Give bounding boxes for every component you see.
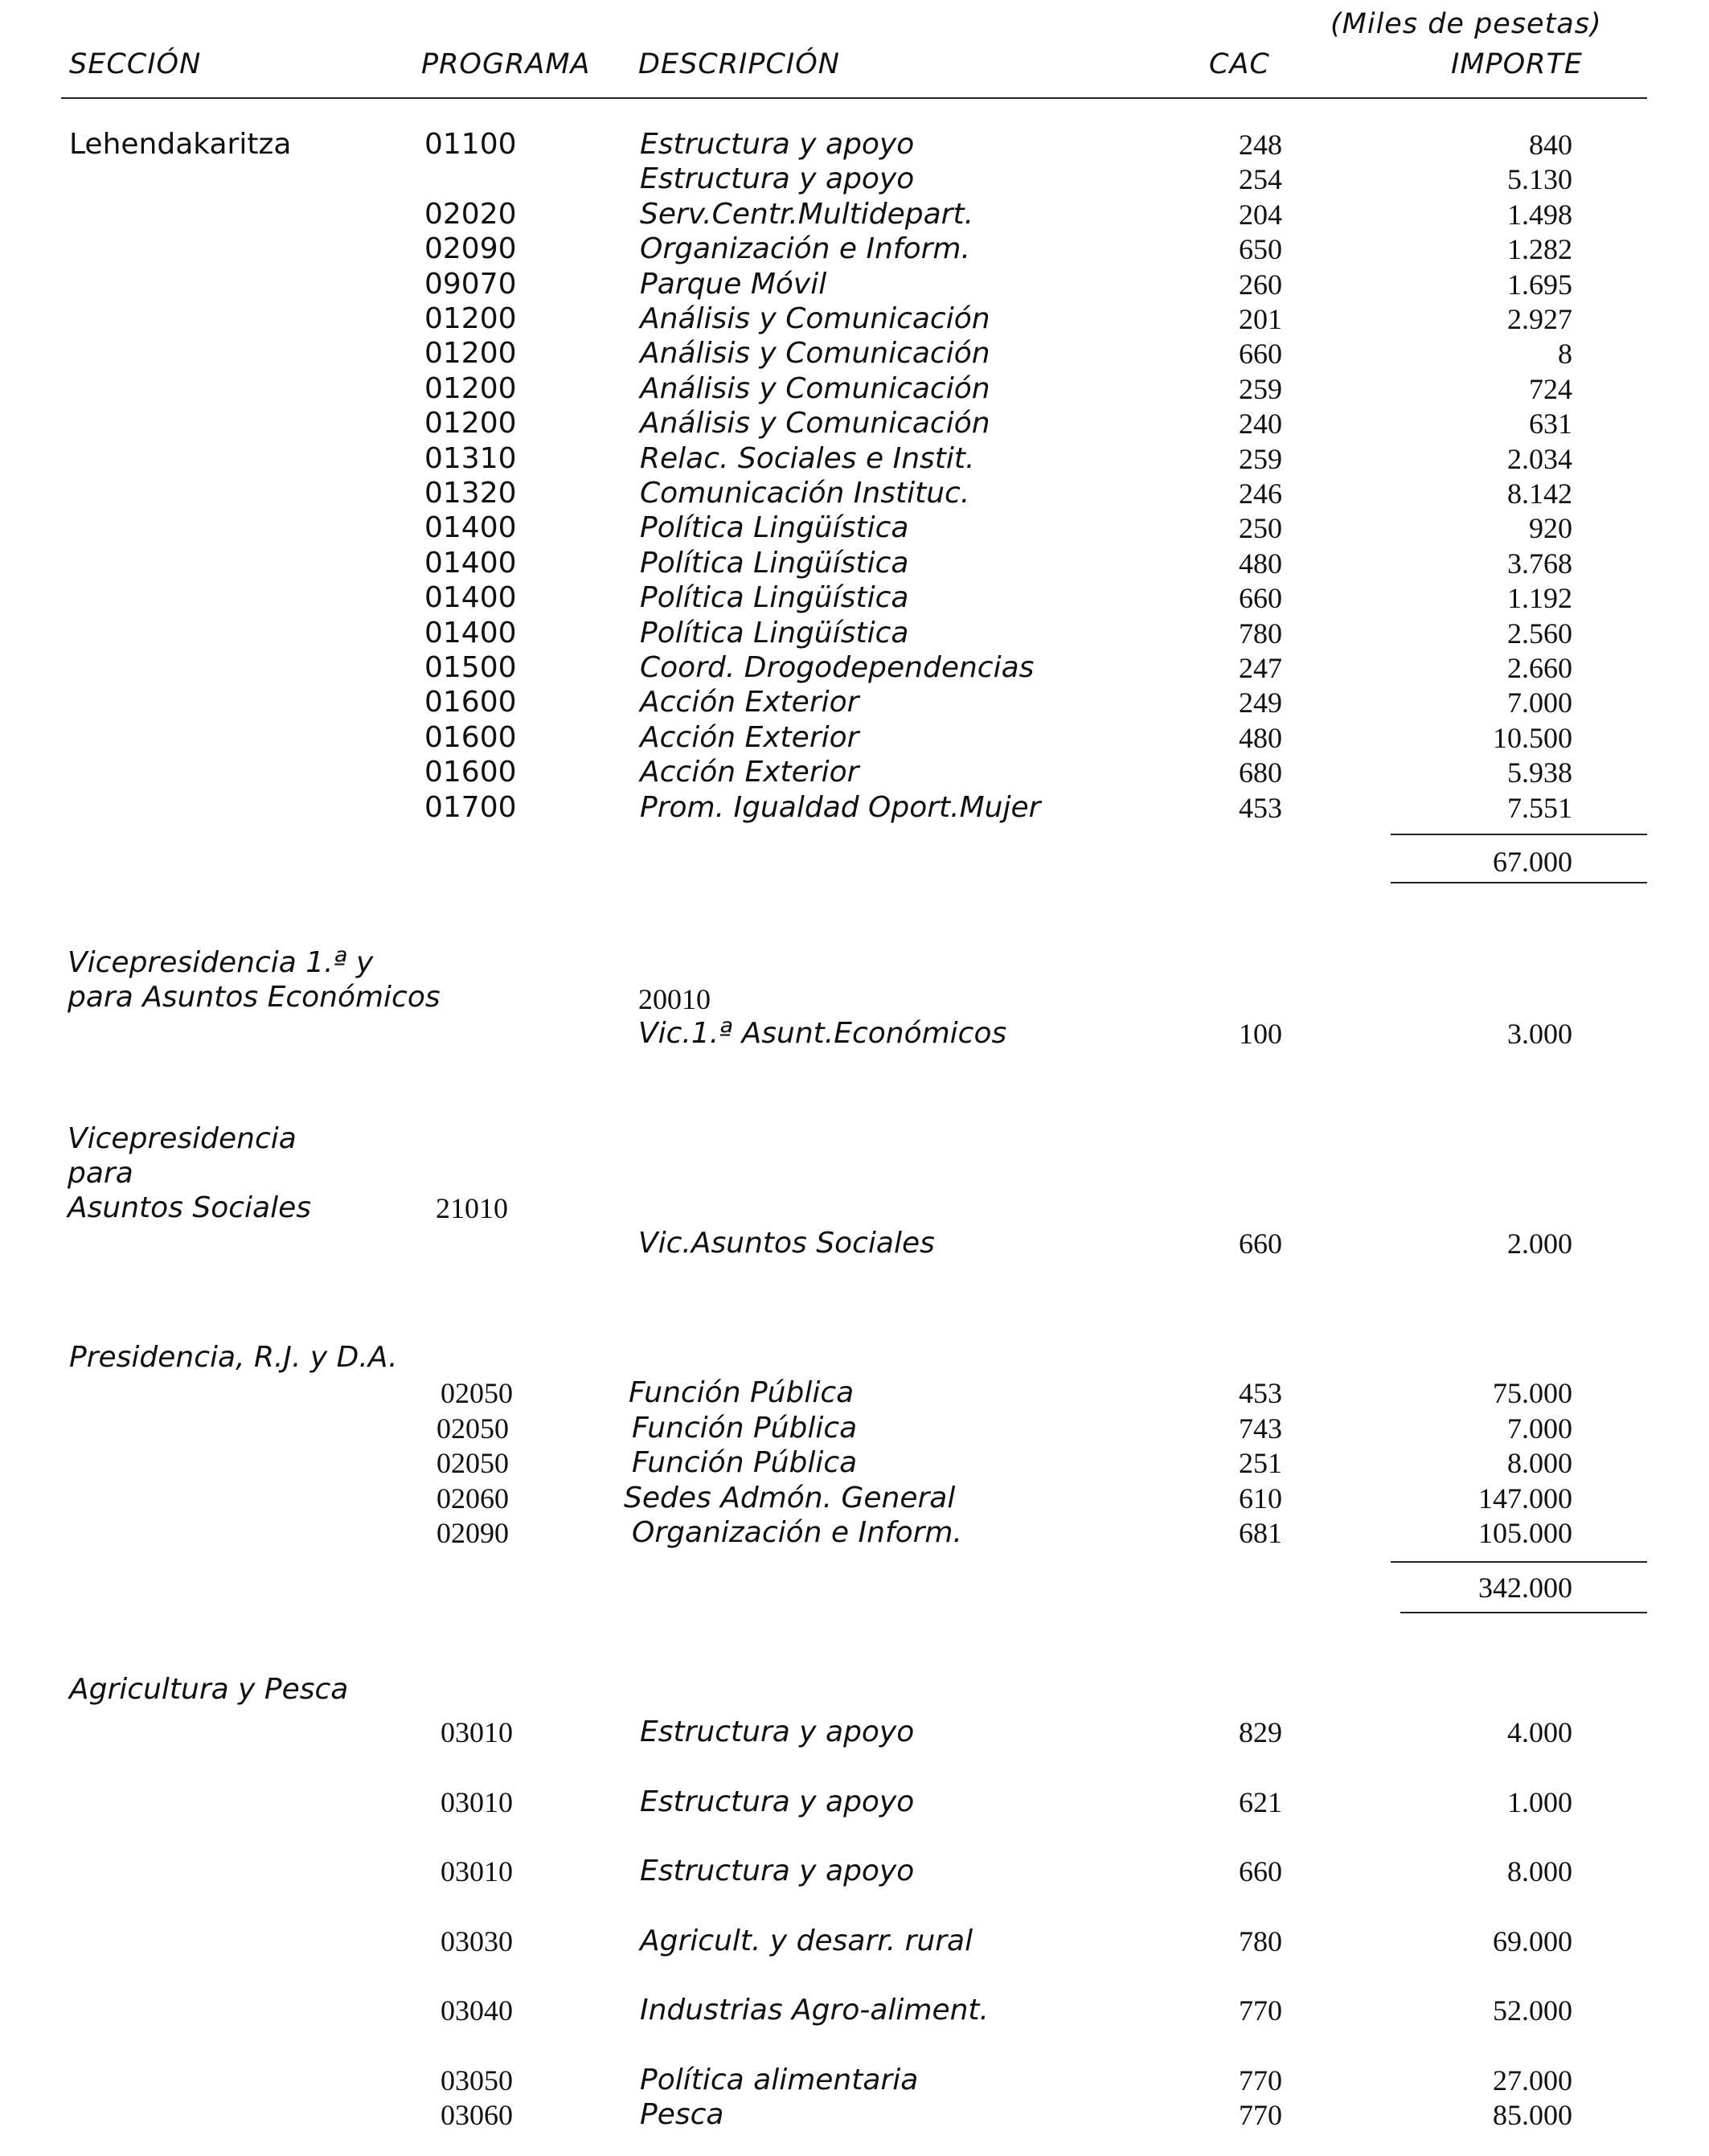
row-cac: 453: [1239, 792, 1282, 824]
row-descripcion: Política Lingüística: [640, 547, 909, 580]
row-descripcion: Parque Móvil: [640, 268, 827, 301]
row-importe: 631: [1529, 408, 1572, 440]
row-cac: 680: [1239, 756, 1282, 789]
row-importe: 724: [1529, 373, 1572, 405]
row-importe: 2.560: [1507, 617, 1572, 650]
row-descripcion: Coord. Drogodependencias: [640, 651, 1035, 684]
row-programa: 02050: [441, 1377, 513, 1409]
row-programa: 01200: [424, 337, 517, 370]
row-descripcion: Organización e Inform.: [640, 232, 970, 265]
row-cac: 453: [1239, 1377, 1282, 1409]
row-descripcion: Estructura y apoyo: [640, 128, 915, 161]
row-cac: 240: [1239, 408, 1282, 440]
row-programa: 01500: [424, 651, 517, 684]
row-programa: 03040: [441, 1994, 513, 2027]
vice1-programa: 20010: [638, 983, 711, 1015]
row-importe: 5.938: [1507, 756, 1572, 789]
vice-social-programa: 21010: [436, 1192, 508, 1224]
row-programa: 02050: [436, 1447, 509, 1479]
row-cac: 480: [1239, 722, 1282, 754]
row-descripcion: Análisis y Comunicación: [640, 302, 990, 335]
row-cac: 249: [1239, 687, 1282, 719]
row-programa: 01400: [424, 547, 517, 580]
row-programa: 01700: [424, 791, 517, 824]
row-importe: 1.000: [1507, 1786, 1572, 1818]
row-programa: 02090: [424, 232, 517, 265]
row-descripcion: Acción Exterior: [640, 756, 859, 789]
row-descripcion: Política alimentaria: [640, 2064, 919, 2097]
row-cac: 660: [1239, 1855, 1282, 1888]
row-importe: 85.000: [1493, 2099, 1572, 2131]
row-programa: 01310: [424, 442, 517, 475]
row-programa: 01400: [424, 617, 517, 650]
row-importe: 27.000: [1493, 2064, 1572, 2097]
header-seccion: SECCIÓN: [69, 48, 202, 80]
row-cac: 248: [1239, 129, 1282, 161]
row-importe: 7.551: [1507, 792, 1572, 824]
row-cac: 660: [1239, 338, 1282, 370]
row-cac: 780: [1239, 1925, 1282, 1957]
row-cac: 259: [1239, 443, 1282, 475]
row-descripcion: Análisis y Comunicación: [640, 337, 990, 370]
header-programa: PROGRAMA: [421, 48, 591, 80]
row-programa: 01320: [424, 477, 517, 510]
row-importe: 2.927: [1507, 303, 1572, 335]
header-importe: IMPORTE: [1451, 48, 1583, 80]
row-descripcion: Estructura y apoyo: [640, 1785, 915, 1818]
row-cac: 204: [1239, 199, 1282, 231]
row-programa: 03050: [441, 2064, 513, 2097]
vice-social-descripcion: Vic.Asuntos Sociales: [638, 1227, 935, 1260]
row-importe: 69.000: [1493, 1925, 1572, 1957]
section-vice-social-line2: para: [68, 1157, 133, 1190]
header-rule: [61, 97, 1647, 99]
row-importe: 7.000: [1507, 1412, 1572, 1445]
row-importe: 3.768: [1507, 547, 1572, 580]
row-importe: 1.282: [1507, 233, 1572, 265]
row-descripcion: Política Lingüística: [640, 511, 909, 544]
row-importe: 10.500: [1493, 722, 1572, 754]
row-descripcion: Análisis y Comunicación: [640, 407, 990, 440]
row-importe: 1.695: [1507, 268, 1572, 301]
vice-social-cac: 660: [1239, 1228, 1282, 1260]
row-importe: 8.000: [1507, 1855, 1572, 1888]
row-descripcion: Serv.Centr.Multidepart.: [640, 198, 974, 231]
row-importe: 105.000: [1478, 1517, 1572, 1549]
row-programa: 02050: [436, 1412, 509, 1445]
row-importe: 7.000: [1507, 687, 1572, 719]
row-importe: 920: [1529, 512, 1572, 544]
row-descripcion: Función Pública: [629, 1376, 854, 1409]
presidencia-total: 342.000: [1478, 1572, 1572, 1604]
row-cac: 780: [1239, 617, 1282, 650]
row-descripcion: Estructura y apoyo: [640, 1715, 915, 1748]
section-vice1-line1: Vicepresidencia 1.ª y: [68, 946, 374, 979]
row-descripcion: Sedes Admón. General: [624, 1482, 956, 1515]
row-programa: 03010: [441, 1855, 513, 1888]
row-descripcion: Función Pública: [632, 1412, 858, 1445]
row-importe: 52.000: [1493, 1994, 1572, 2027]
section-vice-social-line3: Asuntos Sociales: [68, 1191, 311, 1224]
row-cac: 770: [1239, 2099, 1282, 2131]
header-cac: CAC: [1209, 48, 1270, 80]
vice1-importe: 3.000: [1507, 1018, 1572, 1050]
row-importe: 147.000: [1478, 1482, 1572, 1515]
row-importe: 1.192: [1507, 582, 1572, 614]
row-importe: 840: [1529, 129, 1572, 161]
row-descripcion: Acción Exterior: [640, 686, 859, 719]
row-cac: 480: [1239, 547, 1282, 580]
row-programa: 03030: [441, 1925, 513, 1957]
row-programa: 03010: [441, 1716, 513, 1748]
row-descripcion: Pesca: [640, 2098, 724, 2131]
row-cac: 660: [1239, 582, 1282, 614]
row-descripcion: Industrias Agro-aliment.: [640, 1994, 989, 2027]
row-programa: 01600: [424, 756, 517, 789]
section-vice1-line2: para Asuntos Económicos: [68, 981, 441, 1014]
row-cac: 829: [1239, 1716, 1282, 1748]
row-programa: 01400: [424, 511, 517, 544]
row-programa: 02020: [424, 198, 517, 231]
lehendakaritza-subtotal-rule: [1391, 834, 1647, 835]
row-programa: 02090: [436, 1517, 509, 1549]
row-importe: 1.498: [1507, 199, 1572, 231]
row-programa: 01600: [424, 686, 517, 719]
row-descripcion: Acción Exterior: [640, 721, 859, 754]
header-descripcion: DESCRIPCIÓN: [638, 48, 840, 80]
vice-social-importe: 2.000: [1507, 1228, 1572, 1260]
presidencia-subtotal-rule: [1391, 1561, 1647, 1563]
row-importe: 5.130: [1507, 163, 1572, 195]
row-cac: 259: [1239, 373, 1282, 405]
row-descripcion: Función Pública: [632, 1446, 858, 1479]
section-agricultura: Agricultura y Pesca: [69, 1673, 349, 1706]
row-cac: 201: [1239, 303, 1282, 335]
row-programa: 09070: [424, 268, 517, 301]
row-programa: 01600: [424, 721, 517, 754]
row-importe: 2.660: [1507, 652, 1572, 684]
row-cac: 250: [1239, 512, 1282, 544]
row-cac: 254: [1239, 163, 1282, 195]
section-vice-social-line1: Vicepresidencia: [68, 1122, 297, 1155]
row-programa: 01200: [424, 407, 517, 440]
row-cac: 260: [1239, 268, 1282, 301]
row-cac: 247: [1239, 652, 1282, 684]
row-cac: 650: [1239, 233, 1282, 265]
section-lehendakaritza: Lehendakaritza: [69, 128, 292, 161]
section-presidencia: Presidencia, R.J. y D.A.: [69, 1341, 398, 1374]
row-programa: 02060: [436, 1482, 509, 1515]
row-cac: 246: [1239, 478, 1282, 510]
lehendakaritza-total-rule: [1391, 882, 1647, 883]
vice1-descripcion: Vic.1.ª Asunt.Económicos: [638, 1017, 1007, 1050]
row-descripcion: Política Lingüística: [640, 581, 909, 614]
units-note: (Miles de pesetas): [1330, 8, 1602, 40]
row-programa: 03060: [441, 2099, 513, 2131]
row-programa: 01100: [424, 128, 517, 161]
row-cac: 743: [1239, 1412, 1282, 1445]
row-importe: 8: [1558, 338, 1572, 370]
row-descripcion: Comunicación Instituc.: [640, 477, 970, 510]
row-cac: 770: [1239, 2064, 1282, 2097]
row-importe: 8.000: [1507, 1447, 1572, 1479]
presidencia-total-rule: [1400, 1612, 1647, 1613]
row-programa: 03010: [441, 1786, 513, 1818]
row-descripcion: Agricult. y desarr. rural: [640, 1924, 973, 1957]
row-programa: 01200: [424, 302, 517, 335]
vice1-cac: 100: [1239, 1018, 1282, 1050]
row-cac: 610: [1239, 1482, 1282, 1515]
row-descripcion: Estructura y apoyo: [640, 1855, 915, 1888]
row-descripcion: Política Lingüística: [640, 617, 909, 650]
row-cac: 621: [1239, 1786, 1282, 1818]
row-cac: 770: [1239, 1994, 1282, 2027]
row-descripcion: Estructura y apoyo: [640, 162, 915, 195]
lehendakaritza-total: 67.000: [1493, 846, 1572, 878]
row-descripcion: Relac. Sociales e Instit.: [640, 442, 975, 475]
row-programa: 01200: [424, 372, 517, 405]
row-programa: 01400: [424, 581, 517, 614]
row-cac: 681: [1239, 1517, 1282, 1549]
row-importe: 4.000: [1507, 1716, 1572, 1748]
row-importe: 2.034: [1507, 443, 1572, 475]
row-importe: 8.142: [1507, 478, 1572, 510]
row-descripcion: Prom. Igualdad Oport.Mujer: [640, 791, 1041, 824]
row-importe: 75.000: [1493, 1377, 1572, 1409]
row-descripcion: Análisis y Comunicación: [640, 372, 990, 405]
row-cac: 251: [1239, 1447, 1282, 1479]
row-descripcion: Organización e Inform.: [632, 1516, 962, 1549]
